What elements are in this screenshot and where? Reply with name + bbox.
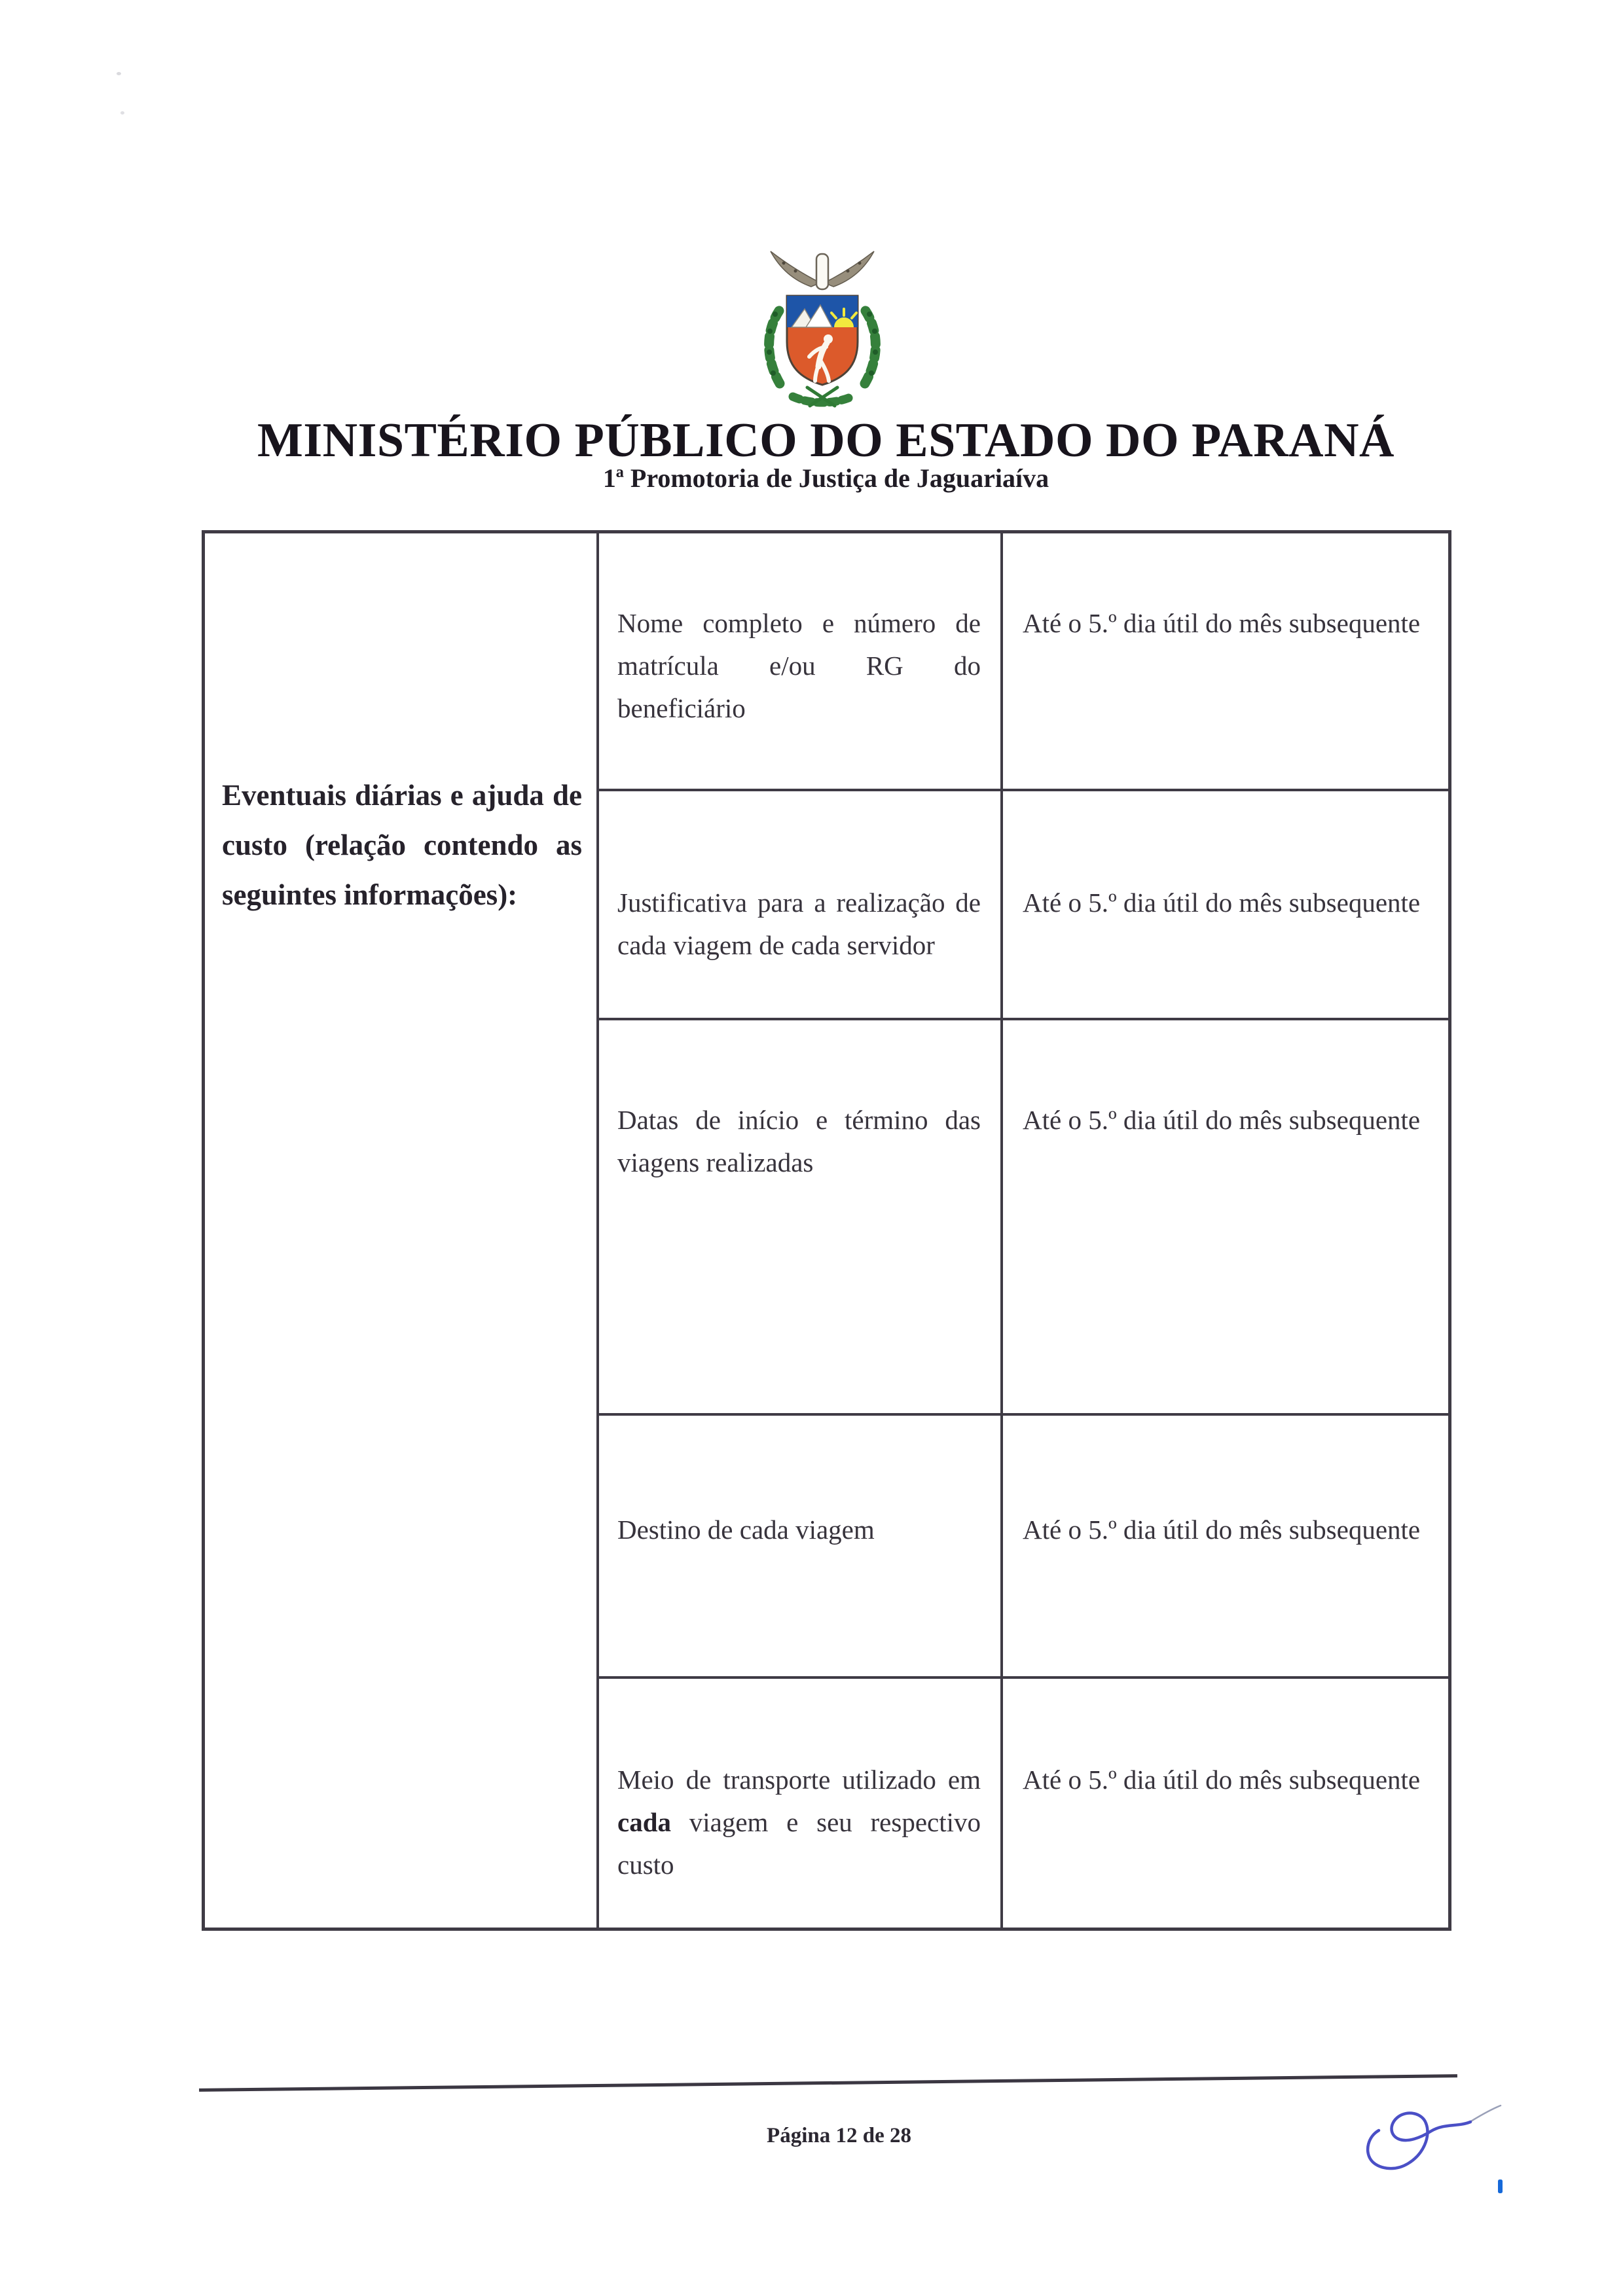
deadline-cell xyxy=(1003,1020,1448,1413)
scan-speck xyxy=(120,111,124,115)
item-cell xyxy=(599,1020,1003,1413)
page-title: MINISTÉRIO PÚBLICO DO ESTADO DO PARANÁ xyxy=(257,414,1395,467)
item-text: Destino de cada viagem xyxy=(617,1515,875,1545)
table-row xyxy=(599,533,1448,791)
deadline-cell xyxy=(1003,1679,1448,1928)
handwritten-signature-icon xyxy=(1363,2094,1514,2198)
category-cell xyxy=(205,533,599,1928)
deadline-cell xyxy=(1003,1416,1448,1676)
item-cell xyxy=(599,791,1003,1018)
deadline-text: Até o 5.º dia útil do mês subsequente xyxy=(1023,608,1421,638)
footer-divider xyxy=(199,2074,1457,2092)
item-cell xyxy=(599,1416,1003,1676)
table-row xyxy=(599,1679,1448,1928)
deadline-text: Até o 5.º dia útil do mês subsequente xyxy=(1023,1105,1421,1135)
item-text-prefix: Meio de transporte utilizado em xyxy=(617,1765,981,1795)
ink-tick xyxy=(1498,2179,1503,2193)
scan-speck xyxy=(117,72,121,75)
deadline-text: Até o 5.º dia útil do mês subsequente xyxy=(1023,1765,1421,1795)
page-number: Página 12 de 28 xyxy=(767,2124,911,2147)
item-text: Nome completo e número de matrícula e/ou RG do beneficiário xyxy=(617,608,981,723)
item-cell xyxy=(599,533,1003,789)
page-subtitle: 1ª Promotoria de Justiça de Jaguariaíva xyxy=(602,463,1049,493)
table-rows xyxy=(599,533,1448,1928)
category-label: Eventuais diárias e ajuda de custo (relação contendo as seguintes informações): xyxy=(222,779,582,911)
item-text-bold: cada xyxy=(617,1807,671,1837)
schedule-table xyxy=(202,530,1451,1931)
deadline-text: Até o 5.º dia útil do mês subsequente xyxy=(1023,1515,1421,1545)
item-text xyxy=(617,1759,981,1886)
table-row xyxy=(599,791,1448,1020)
item-cell xyxy=(599,1679,1003,1928)
table-row xyxy=(599,1020,1448,1416)
item-text: Justificativa para a realização de cada viagem de cada servidor xyxy=(617,888,981,960)
deadline-cell xyxy=(1003,533,1448,789)
item-text: Datas de início e término das viagens realizadas xyxy=(617,1105,981,1177)
table-row xyxy=(599,1416,1448,1679)
parana-coat-of-arms-icon xyxy=(755,245,890,408)
item-text-suffix: viagem e seu respectivo custo xyxy=(617,1807,981,1880)
deadline-cell xyxy=(1003,791,1448,1018)
deadline-text: Até o 5.º dia útil do mês subsequente xyxy=(1023,888,1421,918)
